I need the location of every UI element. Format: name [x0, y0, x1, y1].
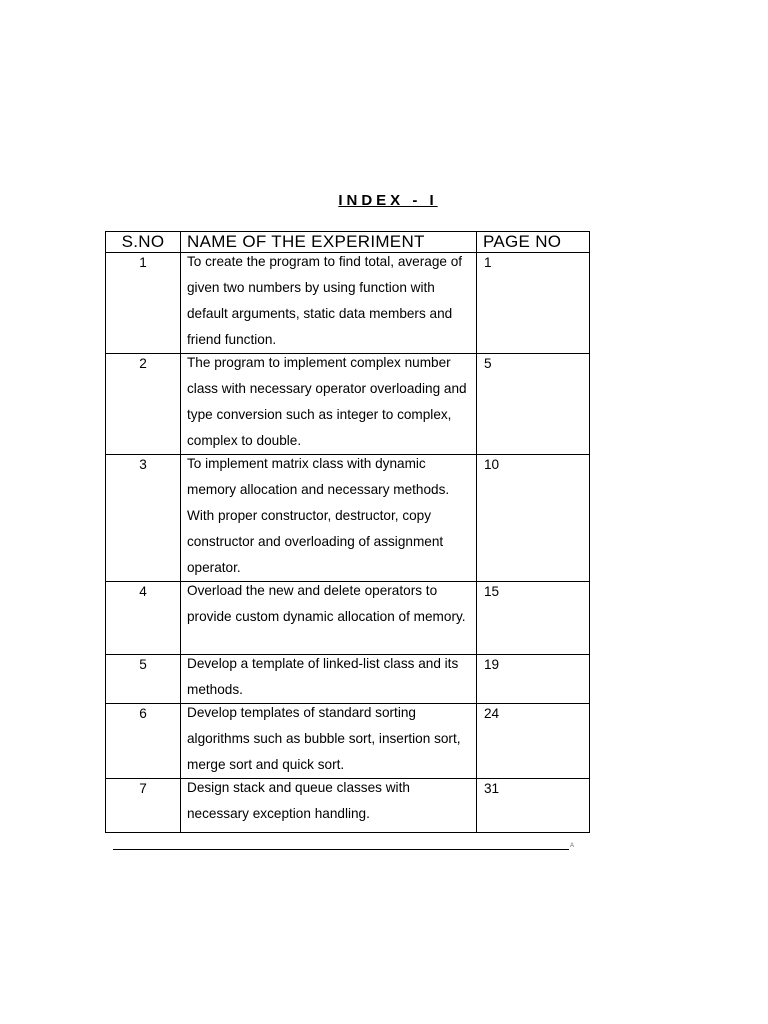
footer-rule: [113, 849, 569, 850]
header-experiment-name: NAME OF THE EXPERIMENT: [181, 232, 477, 253]
row-experiment-name: [181, 354, 477, 455]
row-experiment-text: Develop a template of linked-list class and its methods.: [187, 656, 459, 697]
table-row: [106, 354, 590, 455]
experiment-index-table: [105, 231, 590, 833]
row-experiment-text: To create the program to find total, average of given two numbers by using function with default arguments, static data members and friend function.: [187, 254, 463, 347]
row-page-no: 31: [477, 779, 590, 833]
row-sno: 2: [106, 354, 181, 455]
row-sno: 5: [106, 655, 181, 704]
row-experiment-name: [181, 253, 477, 354]
table-row: [106, 582, 590, 655]
row-experiment-name: [181, 582, 477, 655]
row-experiment-text: Design stack and queue classes with necessary exception handling.: [187, 780, 410, 821]
row-experiment-text: Develop templates of standard sorting algorithms such as bubble sort, insertion sort, merge sort and quick sort.: [187, 705, 461, 772]
row-page-no: 10: [477, 455, 590, 582]
table-row: [106, 655, 590, 704]
row-page-no: 24: [477, 704, 590, 779]
row-sno: 1: [106, 253, 181, 354]
row-experiment-text: Overload the new and delete operators to provide custom dynamic allocation of memory.: [187, 583, 466, 624]
row-sno: 3: [106, 455, 181, 582]
table-row: [106, 704, 590, 779]
row-page-no: 19: [477, 655, 590, 704]
table-row: [106, 253, 590, 354]
header-sno: S.NO: [106, 232, 181, 253]
row-experiment-text: The program to implement complex number class with necessary operator overloading and type conversion such as integer to complex, complex to double.: [187, 355, 467, 448]
row-experiment-name: [181, 655, 477, 704]
row-sno: 4: [106, 582, 181, 655]
row-experiment-name: [181, 704, 477, 779]
row-sno: 6: [106, 704, 181, 779]
row-page-no: 1: [477, 253, 590, 354]
row-sno: 7: [106, 779, 181, 833]
table-row: [106, 455, 590, 582]
row-experiment-name: [181, 779, 477, 833]
row-page-no: 5: [477, 354, 590, 455]
row-page-no: 15: [477, 582, 590, 655]
table-row: [106, 779, 590, 833]
index-title: INDEX - I: [338, 192, 438, 209]
row-experiment-name: [181, 455, 477, 582]
row-experiment-text: To implement matrix class with dynamic memory allocation and necessary methods. With proper constructor, destructor, copy constructor and overloading of assignment operator.: [187, 456, 450, 575]
header-page-no: PAGE NO: [477, 232, 590, 253]
footer-mark: A: [570, 843, 575, 849]
